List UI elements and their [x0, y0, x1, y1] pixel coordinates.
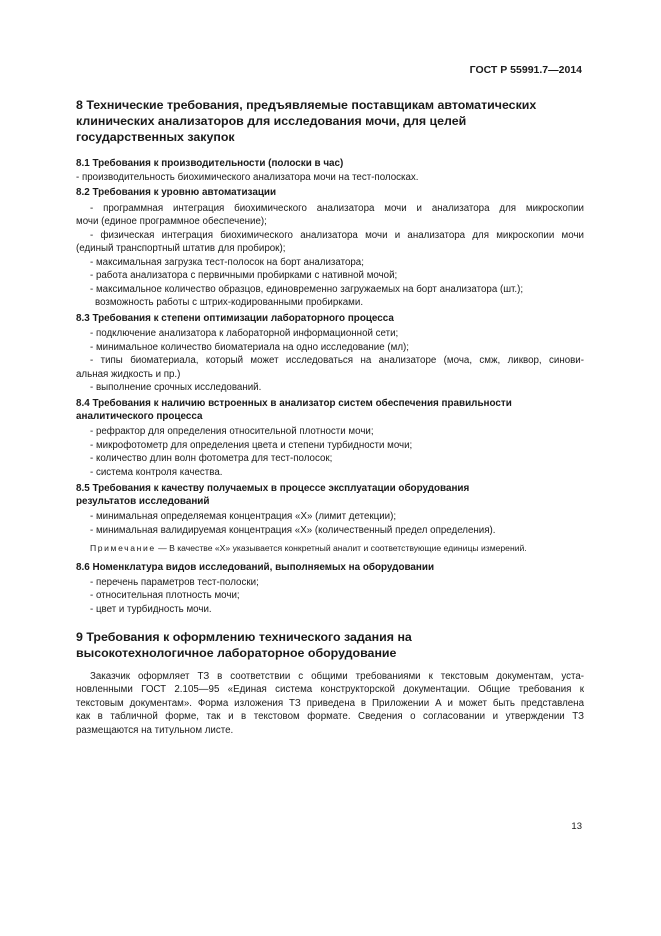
paragraph-line: текстовым документам». Форма изложения ТЗ приведена в Приложении А и может быть представлена [76, 698, 584, 709]
list-item: - максимальное количество образцов, единовременно загружаемых на борт анализатора (шт.); [90, 284, 524, 295]
list-item: - количество длин волн фотометра для тест-полосок; [90, 453, 333, 464]
section-9-title-line-2: высокотехнологичное лабораторное оборудование [76, 646, 397, 660]
list-item: - рефрактор для определения относительной плотности мочи; [90, 426, 374, 437]
subsection-8-2-title: 8.2 Требования к уровню автоматизации [76, 187, 277, 198]
subsection-8-4-title-line-2: аналитического процесса [76, 411, 203, 422]
section-8-title-line-1: 8 Технические требования, предъявляемые поставщикам автоматических [76, 98, 537, 112]
paragraph-line: как в табличной форме, так и в текстовом формате. Сведения о согласовании и утверждении ТЗ [76, 711, 584, 722]
list-item: - минимальная определяемая концентрация «Х» (лимит детекции); [90, 511, 397, 522]
subsection-8-3-title: 8.3 Требования к степени оптимизации лабораторного процесса [76, 313, 394, 324]
list-item: - производительность биохимического анализатора мочи на тест-полосках. [76, 172, 419, 183]
section-8-title-line-2: клинических анализаторов для исследования мочи, для целей [76, 114, 467, 128]
paragraph-line: новленными ГОСТ 2.105—95 «Единая система конструкторской документации. Общие требования к [76, 684, 584, 695]
list-item: - физическая интеграция биохимического анализатора мочи и анализатора для микроскопии мочи [90, 230, 584, 241]
subsection-8-5-title-line-1: 8.5 Требования к качеству получаемых в процессе эксплуатации оборудования [76, 483, 470, 494]
subsection-8-1-title: 8.1 Требования к производительности (полоски в час) [76, 158, 344, 169]
list-item: - максимальная загрузка тест-полосок на борт анализатора; [90, 257, 364, 268]
section-8-title-line-3: государственных закупок [76, 130, 235, 144]
paragraph-line: размещаются на титульном листе. [76, 725, 234, 736]
list-item-continuation: мочи (единое программное обеспечение); [76, 216, 267, 227]
list-item: - перечень параметров тест-полоски; [90, 577, 259, 588]
paragraph-line: Заказчик оформляет ТЗ в соответствии с общими требованиями к текстовым документам, уста- [90, 671, 584, 682]
list-item-continuation: (единый транспортный штатив для пробирок); [76, 243, 286, 254]
list-item: - выполнение срочных исследований. [90, 382, 262, 393]
list-item: - подключение анализатора к лабораторной информационной сети; [90, 328, 399, 339]
list-item: - программная интеграция биохимического анализатора мочи и анализатора для микроскопии [90, 203, 584, 214]
list-item: - система контроля качества. [90, 467, 223, 478]
list-item: - минимальное количество биоматериала на одно исследование (мл); [90, 342, 409, 353]
list-item: - относительная плотность мочи; [90, 590, 240, 601]
note-text: — В качестве «Х» указывается конкретный аналит и соответствующие единицы измерений. [155, 543, 527, 553]
list-item-continuation: альная жидкость и пр.) [76, 369, 181, 380]
list-item: - минимальная валидируемая концентрация «Х» (количественный предел определения). [90, 525, 496, 536]
subsection-8-6-title: 8.6 Номенклатура видов исследований, выполняемых на оборудовании [76, 562, 435, 573]
section-9-title-line-1: 9 Требования к оформлению технического задания на [76, 630, 412, 644]
list-item-continuation: возможность работы с штрих-кодированными пробирками. [95, 297, 364, 308]
note [90, 542, 527, 554]
subsection-8-4-title-line-1: 8.4 Требования к наличию встроенных в анализатор систем обеспечения правильности [76, 398, 512, 409]
page-number: 13 [571, 821, 582, 832]
list-item: - типы биоматериала, который может исследоваться на анализаторе (моча, смж, ликвор, синови- [90, 355, 584, 366]
document-header-id: ГОСТ Р 55991.7—2014 [469, 64, 582, 76]
subsection-8-5-title-line-2: результатов исследований [76, 496, 210, 507]
list-item: - цвет и турбидность мочи. [90, 604, 212, 615]
list-item: - микрофотометр для определения цвета и степени турбидности мочи; [90, 440, 413, 451]
note-label: Примечание [90, 543, 156, 553]
list-item: - работа анализатора с первичными пробирками с нативной мочой; [90, 270, 398, 281]
